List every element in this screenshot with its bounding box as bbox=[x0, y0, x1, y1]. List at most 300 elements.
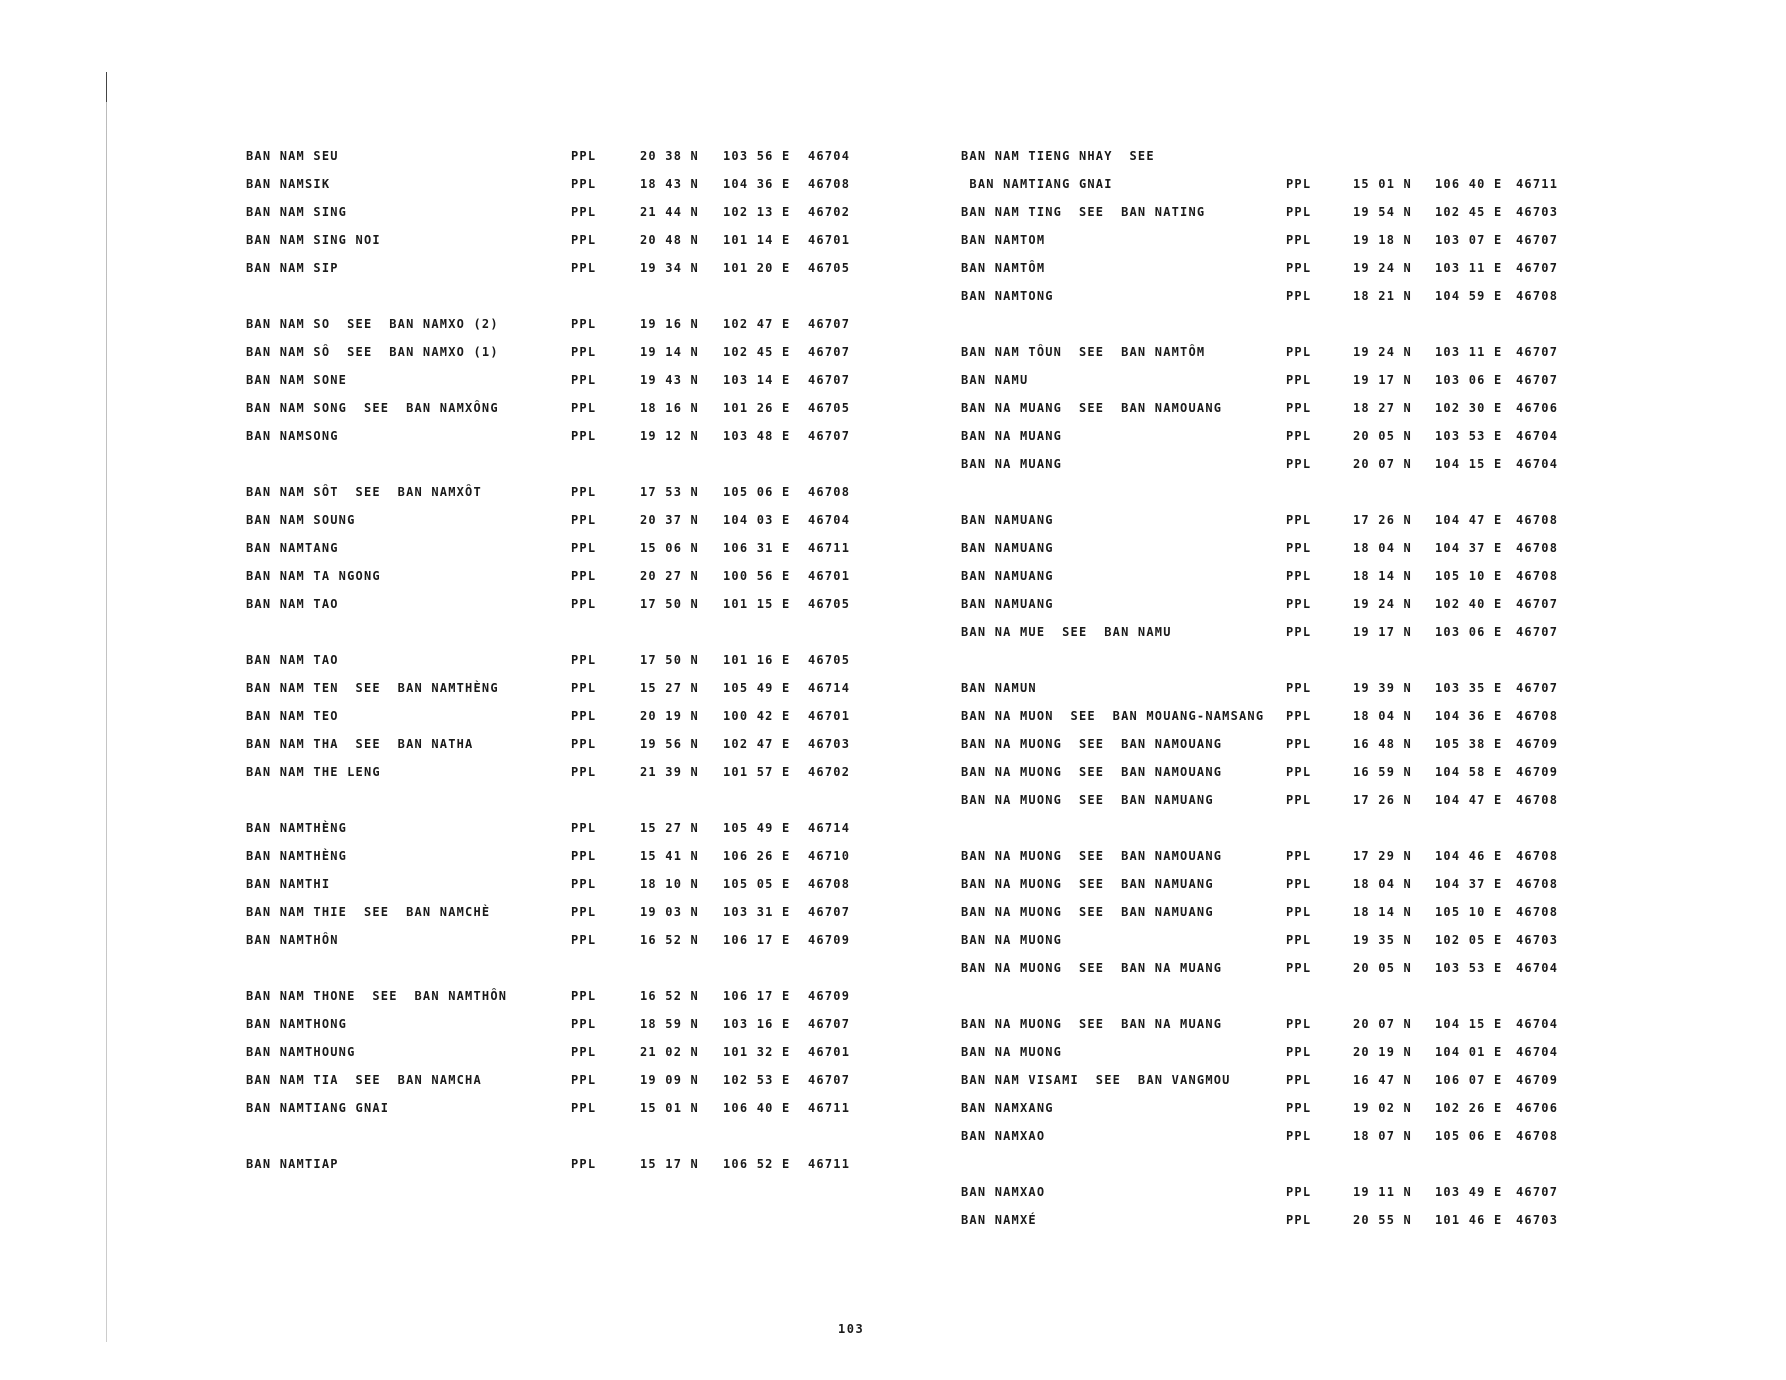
longitude: 106 17 E bbox=[723, 933, 791, 947]
group-spacer bbox=[246, 624, 876, 652]
longitude: 101 46 E bbox=[1435, 1213, 1503, 1227]
gazetteer-entry bbox=[961, 1128, 1561, 1156]
gazetteer-entry bbox=[246, 204, 876, 232]
latitude: 19 24 N bbox=[1353, 261, 1412, 275]
longitude: 104 47 E bbox=[1435, 793, 1503, 807]
place-name: BAN NAMXAO bbox=[961, 1185, 1046, 1199]
place-name: BAN NA MUONG SEE BAN NAMOUANG bbox=[961, 765, 1223, 779]
latitude: 18 04 N bbox=[1353, 541, 1412, 555]
map-sheet-number: 46708 bbox=[1516, 541, 1559, 555]
gazetteer-entry bbox=[961, 568, 1561, 596]
longitude: 103 53 E bbox=[1435, 429, 1503, 443]
gazetteer-entry bbox=[961, 876, 1561, 904]
longitude: 105 06 E bbox=[1435, 1129, 1503, 1143]
gazetteer-entry bbox=[246, 260, 876, 288]
map-sheet-number: 46714 bbox=[808, 821, 851, 835]
place-name: BAN NAMUANG bbox=[961, 597, 1054, 611]
map-sheet-number: 46707 bbox=[808, 1073, 851, 1087]
map-sheet-number: 46707 bbox=[1516, 261, 1559, 275]
feature-type: PPL bbox=[1286, 933, 1312, 947]
gazetteer-entry bbox=[961, 1072, 1561, 1100]
map-sheet-number: 46708 bbox=[1516, 877, 1559, 891]
feature-type: PPL bbox=[571, 1045, 597, 1059]
longitude: 105 10 E bbox=[1435, 569, 1503, 583]
longitude: 102 30 E bbox=[1435, 401, 1503, 415]
longitude: 100 42 E bbox=[723, 709, 791, 723]
latitude: 17 50 N bbox=[640, 597, 699, 611]
latitude: 19 03 N bbox=[640, 905, 699, 919]
longitude: 106 26 E bbox=[723, 849, 791, 863]
place-name: BAN NAMTIANG GNAI bbox=[961, 177, 1113, 191]
map-sheet-number: 46709 bbox=[808, 989, 851, 1003]
gazetteer-entry bbox=[246, 988, 876, 1016]
longitude: 104 15 E bbox=[1435, 457, 1503, 471]
place-name: BAN NAMTIANG GNAI bbox=[246, 1101, 390, 1115]
feature-type: PPL bbox=[571, 849, 597, 863]
latitude: 18 04 N bbox=[1353, 709, 1412, 723]
latitude: 17 26 N bbox=[1353, 793, 1412, 807]
map-sheet-number: 46711 bbox=[808, 541, 851, 555]
feature-type: PPL bbox=[571, 149, 597, 163]
map-sheet-number: 46707 bbox=[1516, 373, 1559, 387]
feature-type: PPL bbox=[1286, 513, 1312, 527]
place-name: BAN NAMUANG bbox=[961, 541, 1054, 555]
map-sheet-number: 46705 bbox=[808, 597, 851, 611]
gazetteer-entry bbox=[246, 428, 876, 456]
place-name: BAN NAM SIP bbox=[246, 261, 339, 275]
latitude: 19 34 N bbox=[640, 261, 699, 275]
latitude: 18 43 N bbox=[640, 177, 699, 191]
map-sheet-number: 46701 bbox=[808, 569, 851, 583]
gazetteer-entry bbox=[961, 540, 1561, 568]
gazetteer-entry bbox=[246, 484, 876, 512]
map-sheet-number: 46701 bbox=[808, 1045, 851, 1059]
feature-type: PPL bbox=[571, 1017, 597, 1031]
place-name: BAN NA MUONG SEE BAN NAMOUANG bbox=[961, 737, 1223, 751]
latitude: 20 07 N bbox=[1353, 1017, 1412, 1031]
latitude: 19 02 N bbox=[1353, 1101, 1412, 1115]
place-name: BAN NAMTHOUNG bbox=[246, 1045, 356, 1059]
latitude: 19 11 N bbox=[1353, 1185, 1412, 1199]
feature-type: PPL bbox=[571, 765, 597, 779]
longitude: 106 40 E bbox=[723, 1101, 791, 1115]
place-name: BAN NA MUONG SEE BAN NA MUANG bbox=[961, 1017, 1223, 1031]
feature-type: PPL bbox=[1286, 177, 1312, 191]
gazetteer-entry bbox=[961, 708, 1561, 736]
latitude: 19 09 N bbox=[640, 1073, 699, 1087]
feature-type: PPL bbox=[1286, 1101, 1312, 1115]
gazetteer-entry bbox=[961, 904, 1561, 932]
feature-type: PPL bbox=[1286, 1213, 1312, 1227]
latitude: 15 01 N bbox=[640, 1101, 699, 1115]
feature-type: PPL bbox=[571, 681, 597, 695]
latitude: 17 29 N bbox=[1353, 849, 1412, 863]
gazetteer-entry bbox=[246, 372, 876, 400]
map-sheet-number: 46707 bbox=[808, 317, 851, 331]
feature-type: PPL bbox=[1286, 905, 1312, 919]
group-spacer bbox=[961, 1156, 1561, 1184]
map-sheet-number: 46710 bbox=[808, 849, 851, 863]
gazetteer-entry bbox=[246, 148, 876, 176]
longitude: 102 47 E bbox=[723, 737, 791, 751]
feature-type: PPL bbox=[571, 401, 597, 415]
longitude: 103 53 E bbox=[1435, 961, 1503, 975]
longitude: 106 40 E bbox=[1435, 177, 1503, 191]
map-sheet-number: 46707 bbox=[1516, 681, 1559, 695]
feature-type: PPL bbox=[1286, 961, 1312, 975]
place-name: BAN NAMXANG bbox=[961, 1101, 1054, 1115]
longitude: 103 14 E bbox=[723, 373, 791, 387]
longitude: 101 26 E bbox=[723, 401, 791, 415]
map-sheet-number: 46711 bbox=[808, 1101, 851, 1115]
map-sheet-number: 46709 bbox=[808, 933, 851, 947]
group-spacer bbox=[246, 288, 876, 316]
latitude: 18 59 N bbox=[640, 1017, 699, 1031]
feature-type: PPL bbox=[1286, 1185, 1312, 1199]
gazetteer-entry bbox=[246, 512, 876, 540]
longitude: 104 59 E bbox=[1435, 289, 1503, 303]
place-name: BAN NAM TIENG NHAY SEE bbox=[961, 149, 1155, 163]
latitude: 19 56 N bbox=[640, 737, 699, 751]
longitude: 102 13 E bbox=[723, 205, 791, 219]
place-name: BAN NAM SONE bbox=[246, 373, 348, 387]
longitude: 100 56 E bbox=[723, 569, 791, 583]
map-sheet-number: 46707 bbox=[1516, 597, 1559, 611]
place-name: BAN NAM THE LENG bbox=[246, 765, 381, 779]
place-name: BAN NA MUONG bbox=[961, 933, 1063, 947]
map-sheet-number: 46703 bbox=[1516, 205, 1559, 219]
latitude: 19 17 N bbox=[1353, 373, 1412, 387]
gazetteer-entry bbox=[961, 428, 1561, 456]
group-spacer bbox=[961, 652, 1561, 680]
gazetteer-entry bbox=[961, 372, 1561, 400]
longitude: 104 47 E bbox=[1435, 513, 1503, 527]
longitude: 105 49 E bbox=[723, 821, 791, 835]
feature-type: PPL bbox=[571, 373, 597, 387]
gazetteer-entry bbox=[961, 848, 1561, 876]
feature-type: PPL bbox=[571, 233, 597, 247]
place-name: BAN NA MUON SEE BAN MOUANG-NAMSANG bbox=[961, 709, 1265, 723]
map-sheet-number: 46708 bbox=[1516, 849, 1559, 863]
place-name: BAN NAMUN bbox=[961, 681, 1037, 695]
gazetteer-entry bbox=[246, 652, 876, 680]
latitude: 20 48 N bbox=[640, 233, 699, 247]
place-name: BAN NA MUANG SEE BAN NAMOUANG bbox=[961, 401, 1223, 415]
place-name: BAN NAMU bbox=[961, 373, 1029, 387]
gazetteer-entry bbox=[961, 344, 1561, 372]
longitude: 103 16 E bbox=[723, 1017, 791, 1031]
map-sheet-number: 46707 bbox=[808, 345, 851, 359]
map-sheet-number: 46708 bbox=[1516, 569, 1559, 583]
page-number: 103 bbox=[838, 1322, 865, 1336]
latitude: 19 24 N bbox=[1353, 597, 1412, 611]
feature-type: PPL bbox=[571, 177, 597, 191]
group-spacer bbox=[246, 1128, 876, 1156]
latitude: 20 38 N bbox=[640, 149, 699, 163]
map-sheet-number: 46701 bbox=[808, 233, 851, 247]
longitude: 103 35 E bbox=[1435, 681, 1503, 695]
place-name: BAN NAMTHÈNG bbox=[246, 821, 348, 835]
longitude: 102 53 E bbox=[723, 1073, 791, 1087]
feature-type: PPL bbox=[1286, 569, 1312, 583]
map-sheet-number: 46711 bbox=[808, 1157, 851, 1171]
latitude: 19 39 N bbox=[1353, 681, 1412, 695]
latitude: 19 35 N bbox=[1353, 933, 1412, 947]
longitude: 104 58 E bbox=[1435, 765, 1503, 779]
place-name: BAN NAMTONG bbox=[961, 289, 1054, 303]
longitude: 102 45 E bbox=[723, 345, 791, 359]
map-sheet-number: 46704 bbox=[1516, 1045, 1559, 1059]
gazetteer-entry bbox=[961, 512, 1561, 540]
latitude: 15 17 N bbox=[640, 1157, 699, 1171]
place-name: BAN NA MUANG bbox=[961, 457, 1063, 471]
place-name: BAN NAM TEO bbox=[246, 709, 339, 723]
map-sheet-number: 46714 bbox=[808, 681, 851, 695]
gazetteer-entry bbox=[961, 204, 1561, 232]
feature-type: PPL bbox=[571, 317, 597, 331]
longitude: 102 40 E bbox=[1435, 597, 1503, 611]
latitude: 20 05 N bbox=[1353, 961, 1412, 975]
longitude: 104 46 E bbox=[1435, 849, 1503, 863]
place-name: BAN NAM TA NGONG bbox=[246, 569, 381, 583]
feature-type: PPL bbox=[1286, 261, 1312, 275]
latitude: 18 07 N bbox=[1353, 1129, 1412, 1143]
feature-type: PPL bbox=[1286, 233, 1312, 247]
gazetteer-column-left bbox=[246, 148, 876, 1184]
map-sheet-number: 46705 bbox=[808, 401, 851, 415]
longitude: 106 31 E bbox=[723, 541, 791, 555]
map-sheet-number: 46705 bbox=[808, 653, 851, 667]
map-sheet-number: 46705 bbox=[808, 261, 851, 275]
place-name: BAN NAM TAO bbox=[246, 653, 339, 667]
feature-type: PPL bbox=[1286, 849, 1312, 863]
place-name: BAN NA MUONG bbox=[961, 1045, 1063, 1059]
place-name: BAN NAMTOM bbox=[961, 233, 1046, 247]
place-name: BAN NAM TAO bbox=[246, 597, 339, 611]
place-name: BAN NAMTIAP bbox=[246, 1157, 339, 1171]
longitude: 103 56 E bbox=[723, 149, 791, 163]
longitude: 105 06 E bbox=[723, 485, 791, 499]
longitude: 105 38 E bbox=[1435, 737, 1503, 751]
map-sheet-number: 46708 bbox=[808, 177, 851, 191]
gazetteer-entry bbox=[246, 764, 876, 792]
longitude: 104 37 E bbox=[1435, 541, 1503, 555]
group-spacer bbox=[961, 820, 1561, 848]
map-sheet-number: 46707 bbox=[1516, 625, 1559, 639]
feature-type: PPL bbox=[571, 821, 597, 835]
longitude: 104 01 E bbox=[1435, 1045, 1503, 1059]
feature-type: PPL bbox=[1286, 401, 1312, 415]
place-name: BAN NAM SEU bbox=[246, 149, 339, 163]
feature-type: PPL bbox=[1286, 765, 1312, 779]
feature-type: PPL bbox=[1286, 1017, 1312, 1031]
place-name: BAN NA MUONG SEE BAN NAMUANG bbox=[961, 793, 1214, 807]
map-sheet-number: 46703 bbox=[808, 737, 851, 751]
longitude: 103 06 E bbox=[1435, 625, 1503, 639]
gazetteer-entry bbox=[246, 848, 876, 876]
place-name: BAN NAMTÔM bbox=[961, 261, 1046, 275]
latitude: 21 02 N bbox=[640, 1045, 699, 1059]
group-spacer bbox=[961, 316, 1561, 344]
place-name: BAN NAMXÉ bbox=[961, 1213, 1037, 1227]
map-sheet-number: 46703 bbox=[1516, 1213, 1559, 1227]
group-spacer bbox=[961, 484, 1561, 512]
feature-type: PPL bbox=[571, 1101, 597, 1115]
latitude: 19 12 N bbox=[640, 429, 699, 443]
gazetteer-entry bbox=[246, 540, 876, 568]
feature-type: PPL bbox=[1286, 373, 1312, 387]
feature-type: PPL bbox=[571, 989, 597, 1003]
feature-type: PPL bbox=[571, 1157, 597, 1171]
gazetteer-entry bbox=[246, 932, 876, 960]
gazetteer-entry bbox=[246, 708, 876, 736]
place-name: BAN NAM TING SEE BAN NATING bbox=[961, 205, 1206, 219]
feature-type: PPL bbox=[571, 933, 597, 947]
gazetteer-entry bbox=[961, 680, 1561, 708]
latitude: 20 27 N bbox=[640, 569, 699, 583]
feature-type: PPL bbox=[571, 485, 597, 499]
gazetteer-entry bbox=[961, 288, 1561, 316]
place-name: BAN NAMUANG bbox=[961, 513, 1054, 527]
margin-binding-line bbox=[106, 72, 107, 1342]
feature-type: PPL bbox=[1286, 1129, 1312, 1143]
feature-type: PPL bbox=[1286, 541, 1312, 555]
latitude: 18 16 N bbox=[640, 401, 699, 415]
map-sheet-number: 46704 bbox=[1516, 961, 1559, 975]
feature-type: PPL bbox=[571, 905, 597, 919]
longitude: 104 36 E bbox=[723, 177, 791, 191]
feature-type: PPL bbox=[571, 877, 597, 891]
place-name: BAN NAM THIE SEE BAN NAMCHÈ bbox=[246, 905, 491, 919]
latitude: 21 39 N bbox=[640, 765, 699, 779]
map-sheet-number: 46708 bbox=[1516, 905, 1559, 919]
feature-type: PPL bbox=[571, 261, 597, 275]
place-name: BAN NAM THA SEE BAN NATHA bbox=[246, 737, 474, 751]
longitude: 101 57 E bbox=[723, 765, 791, 779]
gazetteer-entry bbox=[961, 1016, 1561, 1044]
longitude: 101 32 E bbox=[723, 1045, 791, 1059]
place-name: BAN NAMSIK bbox=[246, 177, 331, 191]
latitude: 15 27 N bbox=[640, 681, 699, 695]
longitude: 101 20 E bbox=[723, 261, 791, 275]
longitude: 103 11 E bbox=[1435, 261, 1503, 275]
map-sheet-number: 46708 bbox=[1516, 709, 1559, 723]
gazetteer-entry bbox=[246, 568, 876, 596]
feature-type: PPL bbox=[571, 541, 597, 555]
gazetteer-entry bbox=[961, 624, 1561, 652]
latitude: 18 10 N bbox=[640, 877, 699, 891]
map-sheet-number: 46707 bbox=[1516, 345, 1559, 359]
latitude: 20 07 N bbox=[1353, 457, 1412, 471]
gazetteer-entry bbox=[246, 1016, 876, 1044]
map-sheet-number: 46708 bbox=[808, 485, 851, 499]
gazetteer-entry bbox=[961, 960, 1561, 988]
feature-type: PPL bbox=[1286, 793, 1312, 807]
latitude: 19 24 N bbox=[1353, 345, 1412, 359]
place-name: BAN NAM SÔT SEE BAN NAMXÔT bbox=[246, 485, 482, 499]
latitude: 18 14 N bbox=[1353, 905, 1412, 919]
gazetteer-entry bbox=[246, 820, 876, 848]
gazetteer-entry bbox=[246, 400, 876, 428]
map-sheet-number: 46707 bbox=[808, 905, 851, 919]
longitude: 103 31 E bbox=[723, 905, 791, 919]
place-name: BAN NAM SÔ SEE BAN NAMXO (1) bbox=[246, 345, 499, 359]
feature-type: PPL bbox=[571, 345, 597, 359]
map-sheet-number: 46704 bbox=[1516, 457, 1559, 471]
longitude: 104 15 E bbox=[1435, 1017, 1503, 1031]
latitude: 19 54 N bbox=[1353, 205, 1412, 219]
latitude: 19 18 N bbox=[1353, 233, 1412, 247]
feature-type: PPL bbox=[1286, 289, 1312, 303]
latitude: 20 37 N bbox=[640, 513, 699, 527]
map-sheet-number: 46702 bbox=[808, 765, 851, 779]
place-name: BAN NAM SOUNG bbox=[246, 513, 356, 527]
feature-type: PPL bbox=[571, 513, 597, 527]
map-sheet-number: 46708 bbox=[1516, 513, 1559, 527]
gazetteer-entry bbox=[961, 596, 1561, 624]
gazetteer-entry bbox=[246, 876, 876, 904]
gazetteer-entry bbox=[961, 232, 1561, 260]
latitude: 19 17 N bbox=[1353, 625, 1412, 639]
map-sheet-number: 46704 bbox=[1516, 429, 1559, 443]
map-sheet-number: 46708 bbox=[1516, 793, 1559, 807]
feature-type: PPL bbox=[571, 429, 597, 443]
feature-type: PPL bbox=[1286, 737, 1312, 751]
feature-type: PPL bbox=[1286, 1073, 1312, 1087]
place-name: BAN NAMTHÔN bbox=[246, 933, 339, 947]
feature-type: PPL bbox=[1286, 681, 1312, 695]
feature-type: PPL bbox=[1286, 457, 1312, 471]
map-sheet-number: 46707 bbox=[808, 429, 851, 443]
place-name: BAN NAM THONE SEE BAN NAMTHÔN bbox=[246, 989, 508, 1003]
longitude: 105 05 E bbox=[723, 877, 791, 891]
feature-type: PPL bbox=[571, 205, 597, 219]
latitude: 20 55 N bbox=[1353, 1213, 1412, 1227]
map-sheet-number: 46708 bbox=[1516, 1129, 1559, 1143]
gazetteer-entry bbox=[961, 932, 1561, 960]
place-name: BAN NAMTHONG bbox=[246, 1017, 348, 1031]
longitude: 103 11 E bbox=[1435, 345, 1503, 359]
longitude: 103 48 E bbox=[723, 429, 791, 443]
gazetteer-entry bbox=[961, 456, 1561, 484]
latitude: 15 01 N bbox=[1353, 177, 1412, 191]
group-spacer bbox=[246, 960, 876, 988]
longitude: 101 16 E bbox=[723, 653, 791, 667]
place-name: BAN NAM TEN SEE BAN NAMTHÈNG bbox=[246, 681, 499, 695]
feature-type: PPL bbox=[571, 653, 597, 667]
map-sheet-number: 46709 bbox=[1516, 765, 1559, 779]
latitude: 17 50 N bbox=[640, 653, 699, 667]
place-name: BAN NAM SO SEE BAN NAMXO (2) bbox=[246, 317, 499, 331]
longitude: 102 26 E bbox=[1435, 1101, 1503, 1115]
latitude: 18 14 N bbox=[1353, 569, 1412, 583]
longitude: 106 17 E bbox=[723, 989, 791, 1003]
place-name: BAN NA MUONG SEE BAN NA MUANG bbox=[961, 961, 1223, 975]
map-sheet-number: 46708 bbox=[808, 877, 851, 891]
latitude: 15 41 N bbox=[640, 849, 699, 863]
map-sheet-number: 46702 bbox=[808, 205, 851, 219]
longitude: 103 49 E bbox=[1435, 1185, 1503, 1199]
latitude: 16 52 N bbox=[640, 989, 699, 1003]
gazetteer-entry bbox=[961, 1044, 1561, 1072]
longitude: 106 52 E bbox=[723, 1157, 791, 1171]
latitude: 18 27 N bbox=[1353, 401, 1412, 415]
gazetteer-entry bbox=[961, 1100, 1561, 1128]
group-spacer bbox=[246, 792, 876, 820]
place-name: BAN NAMTHI bbox=[246, 877, 331, 891]
longitude: 104 03 E bbox=[723, 513, 791, 527]
feature-type: PPL bbox=[1286, 345, 1312, 359]
